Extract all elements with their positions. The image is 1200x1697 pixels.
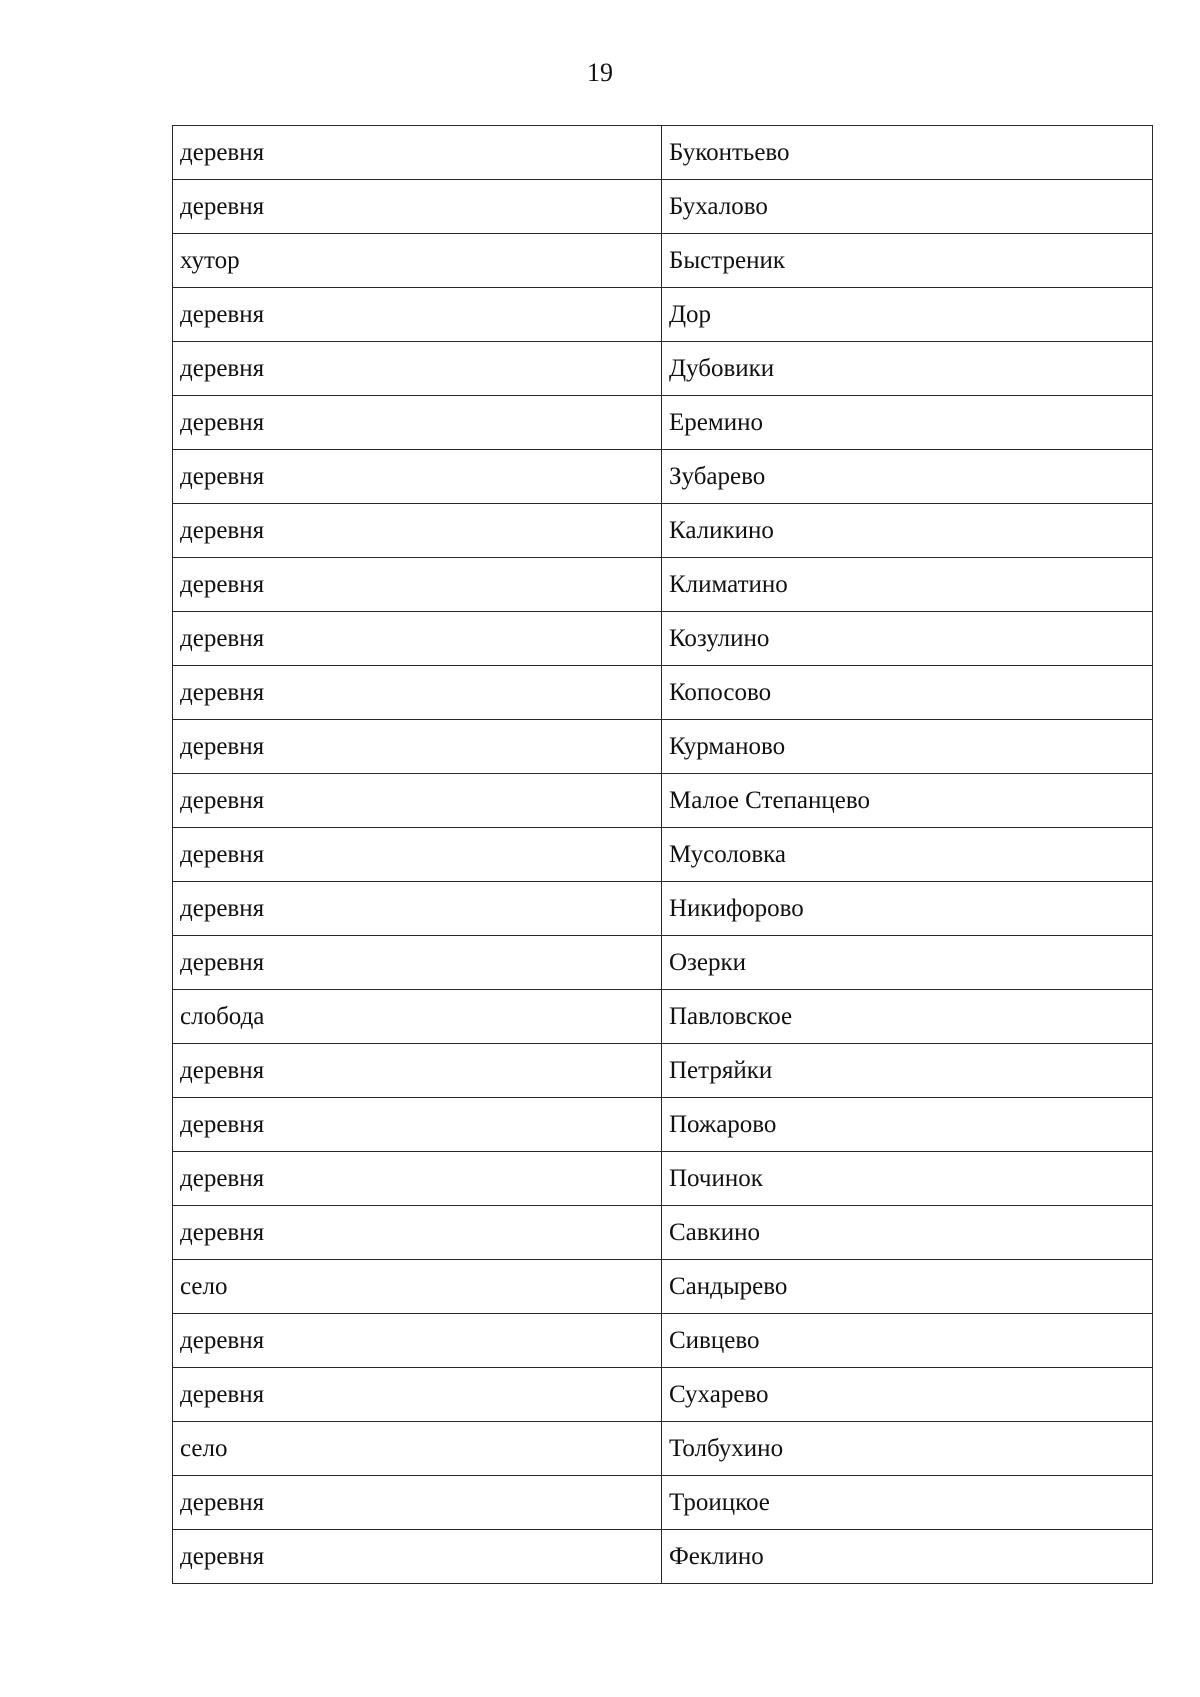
table-row bbox=[173, 666, 1153, 720]
table-row bbox=[173, 126, 1153, 180]
table-row bbox=[173, 936, 1153, 990]
settlement-name-cell: Дор bbox=[662, 288, 1153, 342]
settlement-type-cell: деревня bbox=[173, 1152, 662, 1206]
settlement-type-cell: деревня bbox=[173, 180, 662, 234]
settlement-name-cell: Савкино bbox=[662, 1206, 1153, 1260]
table-row bbox=[173, 828, 1153, 882]
settlements-table-body bbox=[173, 126, 1153, 1584]
table-row bbox=[173, 720, 1153, 774]
table-row bbox=[173, 1152, 1153, 1206]
settlement-name-cell: Толбухино bbox=[662, 1422, 1153, 1476]
settlement-type-cell: деревня bbox=[173, 450, 662, 504]
settlement-type-cell: деревня bbox=[173, 828, 662, 882]
table-row bbox=[173, 1314, 1153, 1368]
table-row bbox=[173, 504, 1153, 558]
table-row bbox=[173, 396, 1153, 450]
table-row bbox=[173, 1530, 1153, 1584]
settlement-name-cell: Троицкое bbox=[662, 1476, 1153, 1530]
settlement-type-cell: деревня bbox=[173, 936, 662, 990]
settlement-type-cell: деревня bbox=[173, 558, 662, 612]
table-row bbox=[173, 234, 1153, 288]
settlement-name-cell: Козулино bbox=[662, 612, 1153, 666]
settlement-type-cell: деревня bbox=[173, 774, 662, 828]
page-number: 19 bbox=[587, 58, 613, 87]
settlement-type-cell: деревня bbox=[173, 1044, 662, 1098]
settlement-name-cell: Сандырево bbox=[662, 1260, 1153, 1314]
settlement-type-cell: деревня bbox=[173, 504, 662, 558]
settlement-name-cell: Курманово bbox=[662, 720, 1153, 774]
settlement-type-cell: деревня bbox=[173, 720, 662, 774]
table-row bbox=[173, 1476, 1153, 1530]
settlement-type-cell: деревня bbox=[173, 612, 662, 666]
settlement-type-cell: деревня bbox=[173, 288, 662, 342]
settlement-type-cell: деревня bbox=[173, 1206, 662, 1260]
table-row bbox=[173, 774, 1153, 828]
settlement-type-cell: деревня bbox=[173, 1098, 662, 1152]
settlement-type-cell: деревня bbox=[173, 396, 662, 450]
settlement-name-cell: Малое Степанцево bbox=[662, 774, 1153, 828]
settlement-name-cell: Никифорово bbox=[662, 882, 1153, 936]
settlement-type-cell: деревня bbox=[173, 1530, 662, 1584]
settlement-name-cell: Дубовики bbox=[662, 342, 1153, 396]
settlement-name-cell: Сивцево bbox=[662, 1314, 1153, 1368]
table-row bbox=[173, 1368, 1153, 1422]
settlement-type-cell: деревня bbox=[173, 1314, 662, 1368]
table-row bbox=[173, 612, 1153, 666]
settlement-name-cell: Павловское bbox=[662, 990, 1153, 1044]
table-row bbox=[173, 1206, 1153, 1260]
settlement-name-cell: Быстреник bbox=[662, 234, 1153, 288]
settlement-name-cell: Буконтьево bbox=[662, 126, 1153, 180]
settlement-type-cell: деревня bbox=[173, 1368, 662, 1422]
settlement-type-cell: село bbox=[173, 1422, 662, 1476]
settlement-name-cell: Бухалово bbox=[662, 180, 1153, 234]
settlement-type-cell: село bbox=[173, 1260, 662, 1314]
table-row bbox=[173, 342, 1153, 396]
table-row bbox=[173, 990, 1153, 1044]
settlement-name-cell: Копосово bbox=[662, 666, 1153, 720]
settlement-name-cell: Зубарево bbox=[662, 450, 1153, 504]
table-row bbox=[173, 450, 1153, 504]
table-row bbox=[173, 882, 1153, 936]
settlement-name-cell: Починок bbox=[662, 1152, 1153, 1206]
settlement-name-cell: Климатино bbox=[662, 558, 1153, 612]
settlement-name-cell: Мусоловка bbox=[662, 828, 1153, 882]
settlements-table bbox=[172, 125, 1153, 1584]
settlement-type-cell: деревня bbox=[173, 666, 662, 720]
table-row bbox=[173, 1260, 1153, 1314]
table-row bbox=[173, 1422, 1153, 1476]
settlement-name-cell: Каликино bbox=[662, 504, 1153, 558]
table-row bbox=[173, 1044, 1153, 1098]
settlement-type-cell: деревня bbox=[173, 126, 662, 180]
settlement-type-cell: деревня bbox=[173, 342, 662, 396]
table-row bbox=[173, 180, 1153, 234]
settlement-name-cell: Пожарово bbox=[662, 1098, 1153, 1152]
table-row bbox=[173, 558, 1153, 612]
table-row bbox=[173, 288, 1153, 342]
settlement-type-cell: деревня bbox=[173, 882, 662, 936]
settlement-name-cell: Феклино bbox=[662, 1530, 1153, 1584]
settlement-name-cell: Озерки bbox=[662, 936, 1153, 990]
settlement-name-cell: Еремино bbox=[662, 396, 1153, 450]
settlement-type-cell: слобода bbox=[173, 990, 662, 1044]
settlement-type-cell: деревня bbox=[173, 1476, 662, 1530]
table-row bbox=[173, 1098, 1153, 1152]
settlement-name-cell: Петряйки bbox=[662, 1044, 1153, 1098]
settlement-type-cell: хутор bbox=[173, 234, 662, 288]
settlement-name-cell: Сухарево bbox=[662, 1368, 1153, 1422]
